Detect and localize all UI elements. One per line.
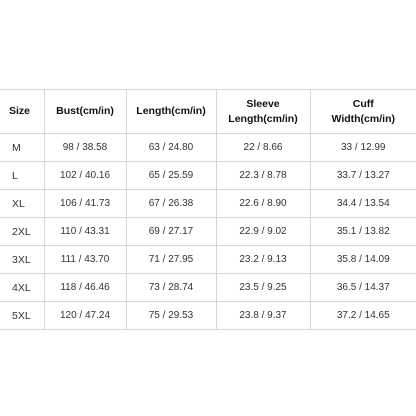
sleeve-length-cell: 22 / 8.66 (216, 134, 310, 162)
header-bust: Bust(cm/in) (44, 90, 126, 134)
size-cell: 2XL (0, 218, 44, 246)
length-cell: 71 / 27.95 (126, 246, 216, 274)
cuff-width-cell: 33 / 12.99 (310, 134, 416, 162)
size-chart-body (0, 134, 416, 330)
length-cell: 75 / 29.53 (126, 302, 216, 330)
header-cuff-width: Cuff Width(cm/in) (310, 90, 416, 134)
cuff-width-cell: 35.8 / 14.09 (310, 246, 416, 274)
table-row (0, 134, 416, 162)
bust-cell: 111 / 43.70 (44, 246, 126, 274)
sleeve-length-cell: 22.3 / 8.78 (216, 162, 310, 190)
length-cell: 73 / 28.74 (126, 274, 216, 302)
size-cell: M (0, 134, 44, 162)
bust-cell: 120 / 47.24 (44, 302, 126, 330)
bust-cell: 102 / 40.16 (44, 162, 126, 190)
table-row (0, 162, 416, 190)
size-cell: L (0, 162, 44, 190)
length-cell: 63 / 24.80 (126, 134, 216, 162)
cuff-width-cell: 33.7 / 13.27 (310, 162, 416, 190)
sleeve-length-cell: 22.9 / 9.02 (216, 218, 310, 246)
size-cell: 5XL (0, 302, 44, 330)
size-cell: 3XL (0, 246, 44, 274)
sleeve-length-cell: 23.8 / 9.37 (216, 302, 310, 330)
table-row (0, 218, 416, 246)
cuff-width-cell: 35.1 / 13.82 (310, 218, 416, 246)
size-cell: 4XL (0, 274, 44, 302)
header-sleeve-length: Sleeve Length(cm/in) (216, 90, 310, 134)
table-row (0, 302, 416, 330)
bust-cell: 98 / 38.58 (44, 134, 126, 162)
table-row (0, 246, 416, 274)
bust-cell: 110 / 43.31 (44, 218, 126, 246)
table-row (0, 190, 416, 218)
bust-cell: 106 / 41.73 (44, 190, 126, 218)
header-row (0, 90, 416, 134)
bust-cell: 118 / 46.46 (44, 274, 126, 302)
cuff-width-cell: 36.5 / 14.37 (310, 274, 416, 302)
length-cell: 69 / 27.17 (126, 218, 216, 246)
size-chart-header (0, 90, 416, 134)
header-size: Size (0, 90, 44, 134)
size-cell: XL (0, 190, 44, 218)
cuff-width-cell: 34.4 / 13.54 (310, 190, 416, 218)
table-row (0, 274, 416, 302)
sleeve-length-cell: 23.5 / 9.25 (216, 274, 310, 302)
length-cell: 65 / 25.59 (126, 162, 216, 190)
length-cell: 67 / 26.38 (126, 190, 216, 218)
sleeve-length-cell: 23.2 / 9.13 (216, 246, 310, 274)
cuff-width-cell: 37.2 / 14.65 (310, 302, 416, 330)
size-chart-table (0, 89, 416, 330)
header-length: Length(cm/in) (126, 90, 216, 134)
sleeve-length-cell: 22.6 / 8.90 (216, 190, 310, 218)
